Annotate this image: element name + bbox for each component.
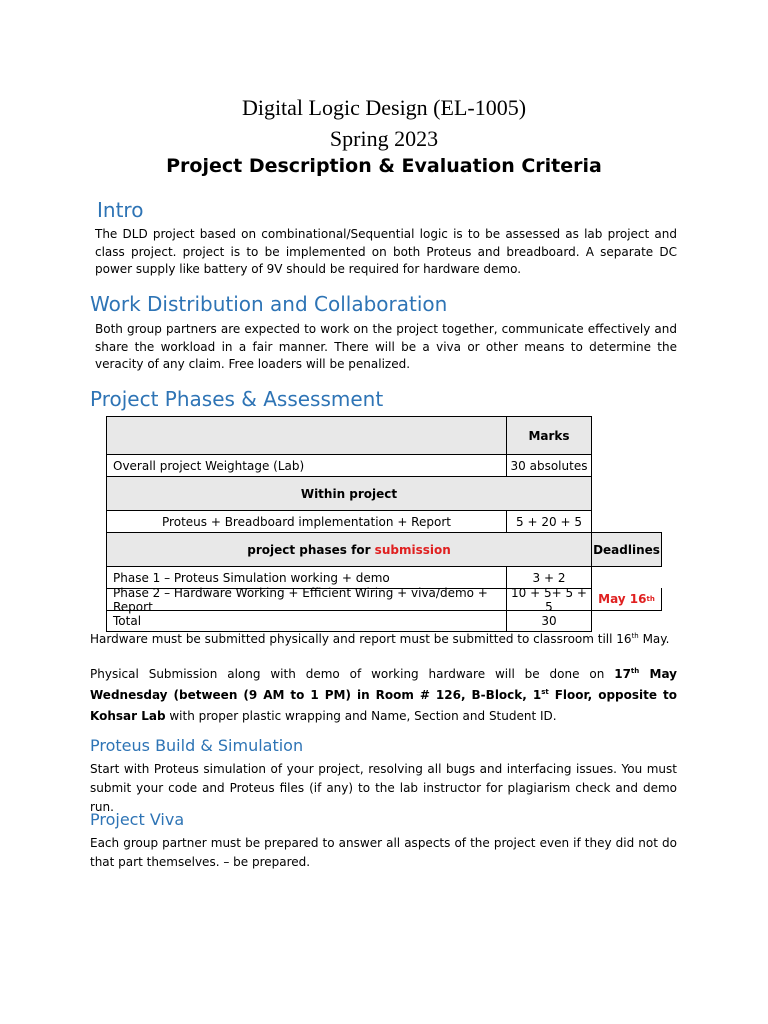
impl-label: Proteus + Breadboard implementation + Report xyxy=(106,510,507,533)
physical-text-1: Physical Submission along with demo of working hardware will be done on xyxy=(90,667,615,681)
impl-value: 5 + 20 + 5 xyxy=(506,510,592,533)
document-subtitle: Project Description & Evaluation Criteria xyxy=(166,155,602,177)
physical-text-2: with proper plastic wrapping and Name, Section and Student ID. xyxy=(165,709,557,723)
phase2-value: 10 + 5+ 5 + 5 xyxy=(506,588,592,611)
hardware-note-end: May. xyxy=(638,632,670,646)
intro-heading: Intro xyxy=(97,198,144,222)
viva-heading: Project Viva xyxy=(90,810,185,829)
phase1-label: Phase 1 – Proteus Simulation working + demo xyxy=(106,566,507,589)
overall-value: 30 absolutes xyxy=(506,454,592,477)
hardware-note xyxy=(90,631,690,649)
overall-label: Overall project Weightage (Lab) xyxy=(106,454,507,477)
phases-row-label: project phases for xyxy=(247,542,375,557)
course-title: Digital Logic Design (EL-1005) xyxy=(241,95,527,120)
work-heading: Work Distribution and Collaboration xyxy=(90,292,448,316)
table-header-blank xyxy=(106,416,507,455)
deadlines-header: Deadlines xyxy=(591,532,662,567)
phase1-value: 3 + 2 xyxy=(506,566,592,589)
marks-header: Marks xyxy=(506,416,592,455)
proteus-heading: Proteus Build & Simulation xyxy=(90,736,304,755)
hardware-note-sup: th xyxy=(631,632,639,640)
phases-row xyxy=(106,532,592,567)
term-title: Spring 2023 xyxy=(329,126,439,151)
hardware-note-text: Hardware must be submitted physically and report must be submitted to classroom till 16 xyxy=(90,632,632,646)
physical-submission-paragraph xyxy=(90,664,682,727)
phase2-label: Phase 2 – Hardware Working + Efficient Wiring + viva/demo + Report xyxy=(106,588,507,611)
physical-floor: Floor, opposite to Kohsar Lab xyxy=(90,688,682,723)
physical-floor-sup: st xyxy=(541,688,549,696)
intro-paragraph: The DLD project based on combinational/Sequential logic is to be assessed as lab project and class project. project is to be implemented on both Proteus and breadboard. A separate DC power supply like battery of 9V should be required for hardware demo. xyxy=(95,227,677,276)
physical-date-sup: th xyxy=(630,667,640,675)
phase2-deadline-text: May 16 xyxy=(598,592,647,606)
work-paragraph: Both group partners are expected to work on the project together, communicate effectively and share the workload in a fair manner. There will be a viva or other means to determine the veracity of any claim. Free loaders will be penalized. xyxy=(95,322,677,371)
total-value: 30 xyxy=(506,610,592,632)
submission-highlight: submission xyxy=(374,542,451,557)
viva-paragraph: Each group partner must be prepared to answer all aspects of the project even if they did not do that part themselves. – be prepared. xyxy=(90,836,677,869)
within-project-row: Within project xyxy=(106,476,592,511)
physical-date-day: 17 xyxy=(614,667,631,681)
physical-location: May Wednesday (between (9 AM to 1 PM) in Room # 126, B-Block, 1 xyxy=(90,667,682,702)
phase2-deadline: May 16 th xyxy=(591,588,662,611)
phases-heading: Project Phases & Assessment xyxy=(90,387,384,411)
proteus-paragraph: Start with Proteus simulation of your project, resolving all bugs and interfacing issues. You must submit your code and Proteus files (if any) to the lab instructor for plagiarism check and demo run. xyxy=(90,762,677,814)
total-label: Total xyxy=(106,610,507,632)
